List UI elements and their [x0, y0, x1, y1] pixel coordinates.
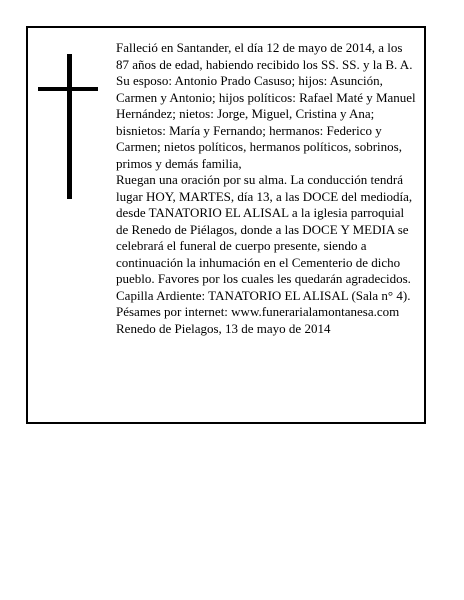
death-announcement: Falleció en Santander, el día 12 de mayo de 2014, a los 87 años de edad, habiendo recibido los SS. SS. y la B. A.	[116, 40, 413, 72]
condolences-website: Pésames por internet: www.funerarialamontanesa.com	[116, 304, 400, 319]
notice-text	[116, 40, 418, 337]
funeral-details: Ruegan una oración por su alma. La conducción tendrá lugar HOY, MARTES, día 13, a las DOCE del mediodía, desde TANATORIO EL ALISAL a la iglesia parroquial de Renedo de Piélagos, donde a las DOCE Y MEDIA se celebrará el funeral de cuerpo presente, siendo a continuación la inhumación en el Cementerio de dicho pueblo. Favores por los cuales les quedarán agradecidos. Capilla Ardiente: TANATORIO EL ALISAL (Sala n° 4).	[116, 172, 413, 303]
family-list: Su esposo: Antonio Prado Casuso; hijos: Asunción, Carmen y Antonio; hijos políticos: Rafael Maté y Manuel Hernández; nietos: Jorge, Miguel, Cristina y Ana; bisnietos: María y Fernando; hermanos: Federico y Carmen; nietos políticos, hermanos políticos, sobrinos, primos y demás familia,	[116, 73, 416, 171]
obituary-notice	[26, 26, 426, 424]
cross-horizontal-bar	[38, 87, 98, 91]
cross-vertical-bar	[67, 54, 72, 199]
place-and-date: Renedo de Pielagos, 13 de mayo de 2014	[116, 320, 331, 336]
